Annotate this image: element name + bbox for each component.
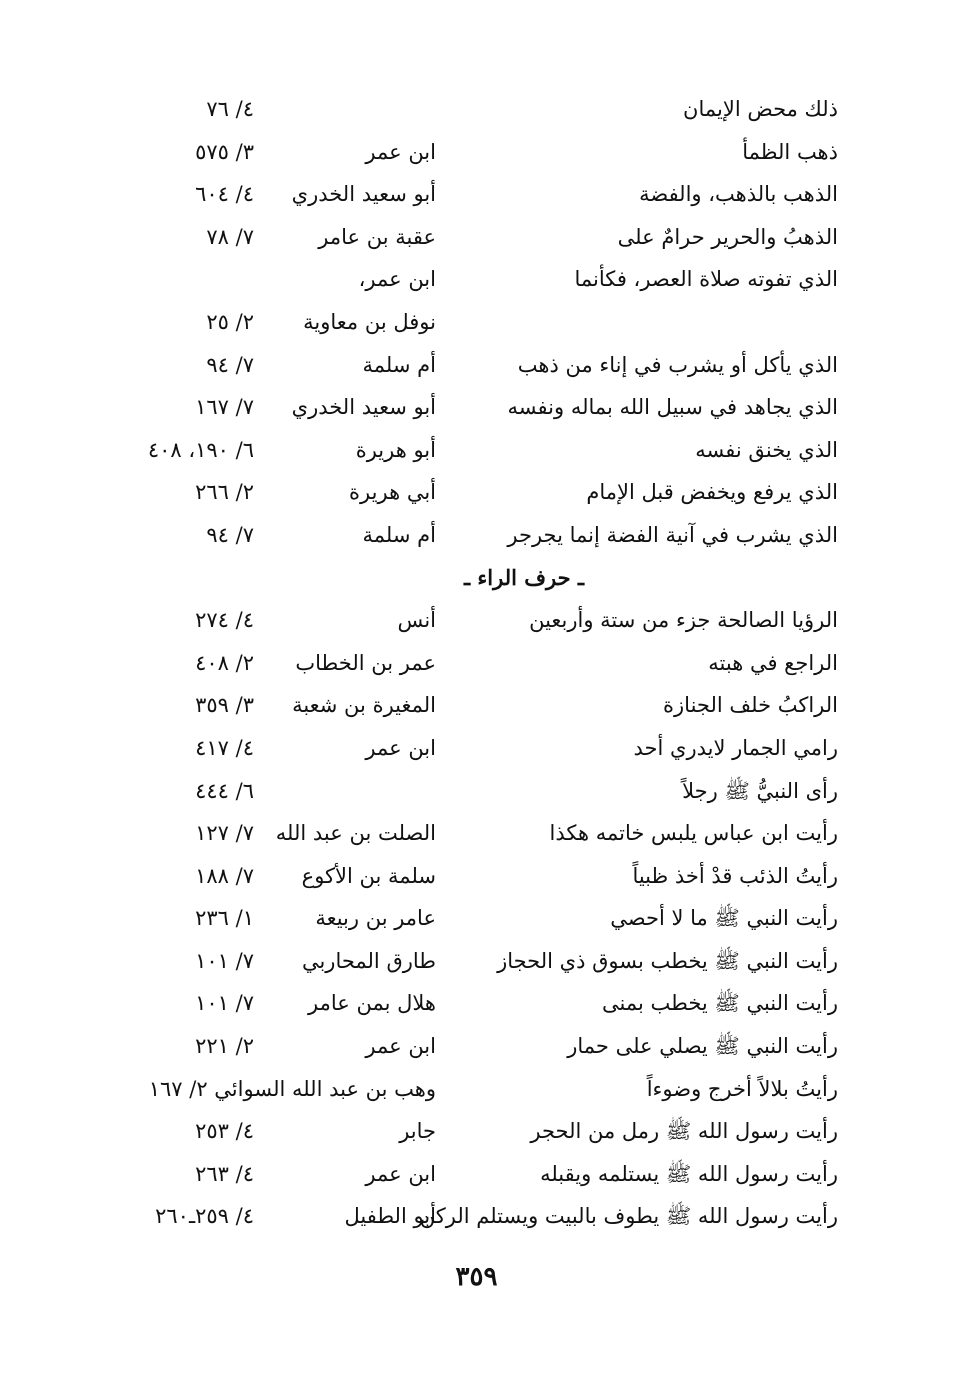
narrator-name: المغيرة بن شعبة (292, 693, 436, 718)
narrator-name: أبو الطفيل (344, 1204, 436, 1229)
volume-page-ref: ٤/ ٢٥٣ (195, 1119, 254, 1144)
narrator-name: هلال بمن عامر (308, 991, 436, 1016)
volume-page-ref: ٧/ ١٠١ (195, 991, 254, 1016)
hadith-text: رأيت رسول الله ﷺ يستلمه ويقبله (540, 1161, 838, 1186)
narrator-name: نوفل بن معاوية (303, 309, 436, 334)
volume-page-ref: ٢/ ٤٠٨ (195, 650, 254, 675)
narrator-name: وهب بن عبد الله السوائي ٢/ ١٦٧ (148, 1076, 436, 1101)
narrator-name: ابن عمر (365, 735, 436, 760)
narrator-name: أبو سعيد الخدري (291, 395, 436, 420)
volume-page-ref: ٧/ ١٨٨ (195, 863, 254, 888)
hadith-text: الذي تفوته صلاة العصر، فكأنما (574, 267, 838, 292)
list-item (110, 855, 838, 898)
list-item (110, 812, 838, 855)
hadith-text: رأيت النبي ﷺ يصلي على حمار (567, 1034, 838, 1059)
list-item (110, 429, 838, 472)
hadith-text: الرؤيا الصالحة جزء من ستة وأربعين (529, 608, 838, 633)
volume-page-ref: ٣/ ٣٥٩ (195, 693, 254, 718)
volume-page-ref: ٧/ ١٦٧ (195, 395, 254, 420)
list-item (110, 770, 838, 813)
volume-page-ref: ٣/ ٥٧٥ (195, 139, 254, 164)
list-item (110, 1068, 838, 1111)
hadith-text: رأيت رسول الله ﷺ رمل من الحجر (530, 1119, 838, 1144)
hadith-text: رأيتُ بلالاً أخرج وضوءاً (646, 1076, 838, 1101)
volume-page-ref: ٦/ ٤٤٤ (195, 778, 254, 803)
hadith-text: الراجع في هبته (708, 650, 838, 675)
hadith-text: رأى النبيُّ ﷺ رجلاً (682, 778, 838, 803)
hadith-text: رأيت ابن عباس يلبس خاتمه هكذا (549, 821, 838, 846)
page-number (0, 1262, 957, 1292)
volume-page-ref: ٤/ ٢٦٣ (195, 1161, 254, 1186)
volume-page-ref: ٧/ ٩٤ (206, 352, 254, 377)
narrator-name: سلمة بن الأكوع (301, 863, 436, 888)
hadith-text: رأيت النبي ﷺ يخطب بسوق ذي الحجاز (497, 948, 838, 973)
list-item (110, 1025, 838, 1068)
volume-page-ref: ٤/ ٢٧٤ (195, 608, 254, 633)
narrator-name: عقبة بن عامر (318, 224, 436, 249)
hadith-text: الذي يجاهد في سبيل الله بماله ونفسه (507, 395, 838, 420)
list-item (110, 301, 838, 344)
page-number-text: ٣٥٩ (455, 1262, 498, 1292)
hadith-text: رأيت النبي ﷺ ما لا أحصي (610, 906, 838, 931)
hadith-text: الذهب بالذهب، والفضة (639, 182, 838, 207)
hadith-text: ذلك محض الإيمان (683, 97, 838, 121)
narrator-name: أم سلمة (362, 352, 436, 377)
narrator-name: ابن عمر (365, 139, 436, 164)
list-item (110, 684, 838, 727)
narrator-name: أنس (397, 608, 436, 633)
hadith-index-list (110, 88, 838, 1238)
hadith-text: الذي يرفع ويخفض قبل الإمام (586, 480, 838, 505)
list-item (110, 386, 838, 429)
narrator-name: ابن عمر (365, 1034, 436, 1059)
narrator-name: طارق المحاربي (301, 948, 436, 973)
volume-page-ref: ٢/ ٢٢١ (195, 1034, 254, 1059)
volume-page-ref: ٦/ ١٩٠، ٤٠٨ (147, 437, 254, 462)
volume-page-ref: ٤/ ٢٥٩ـ٢٦٠ (155, 1204, 254, 1229)
list-item (110, 940, 838, 983)
list-item (110, 599, 838, 642)
list-item (110, 1153, 838, 1196)
list-item (110, 471, 838, 514)
hadith-text: الذي يخنق نفسه (695, 437, 838, 462)
narrator-name: ابن عمر، (358, 267, 436, 292)
section-heading-text: ـ حرف الراء ـ (463, 564, 585, 590)
narrator-name: عمر بن الخطاب (295, 650, 436, 675)
hadith-text: رامي الجمار لايدري أحد (633, 735, 838, 760)
volume-page-ref: ٤/ ٦٠٤ (195, 182, 254, 207)
list-item (110, 1110, 838, 1153)
volume-page-ref: ٧/ ١٠١ (195, 948, 254, 973)
list-item (110, 897, 838, 940)
list-item (110, 642, 838, 685)
hadith-text: الذي يأكل أو يشرب في إناء من ذهب (517, 352, 838, 377)
narrator-name: أبو هريرة (355, 437, 436, 462)
hadith-text: ذهب الظمأ (742, 139, 838, 164)
volume-page-ref: ٧/ ١٢٧ (195, 821, 254, 846)
hadith-text: رأيت رسول الله ﷺ يطوف بالبيت ويستلم الركن (419, 1204, 838, 1229)
list-item (110, 1195, 838, 1238)
volume-page-ref: ١/ ٢٣٦ (195, 906, 254, 931)
volume-page-ref: ٧/ ٩٤ (206, 522, 254, 547)
hadith-text: الذي يشرب في آنية الفضة إنما يجرجر (507, 522, 838, 547)
volume-page-ref: ٤/ ٧٦ (206, 97, 254, 121)
hadith-text: الراكبُ خلف الجنازة (663, 693, 838, 718)
list-item (110, 727, 838, 770)
narrator-name: الصلت بن عبد الله (275, 821, 436, 846)
list-item (110, 131, 838, 174)
list-item (110, 216, 838, 259)
narrator-name: أبي هريرة (349, 480, 436, 505)
list-item (110, 982, 838, 1025)
list-item (110, 258, 838, 301)
narrator-name: أم سلمة (362, 522, 436, 547)
narrator-name: أبو سعيد الخدري (291, 182, 436, 207)
section-heading (110, 557, 838, 600)
hadith-text: رأيتُ الذئب قدْ أخذ ظبياً (632, 863, 838, 888)
list-item (110, 88, 838, 131)
list-item (110, 173, 838, 216)
narrator-name: ابن عمر (365, 1161, 436, 1186)
narrator-name: عامر بن ربيعة (315, 906, 436, 931)
narrator-name: جابر (399, 1119, 436, 1144)
volume-page-ref: ٢/ ٢٥ (206, 309, 254, 334)
list-item (110, 344, 838, 387)
hadith-text: رأيت النبي ﷺ يخطب بمنى (602, 991, 838, 1016)
volume-page-ref: ٢/ ٢٦٦ (195, 480, 254, 505)
volume-page-ref: ٧/ ٧٨ (206, 224, 254, 249)
volume-page-ref: ٤/ ٤١٧ (195, 735, 254, 760)
hadith-text: الذهبُ والحرير حرامٌ على (617, 224, 838, 249)
list-item (110, 514, 838, 557)
